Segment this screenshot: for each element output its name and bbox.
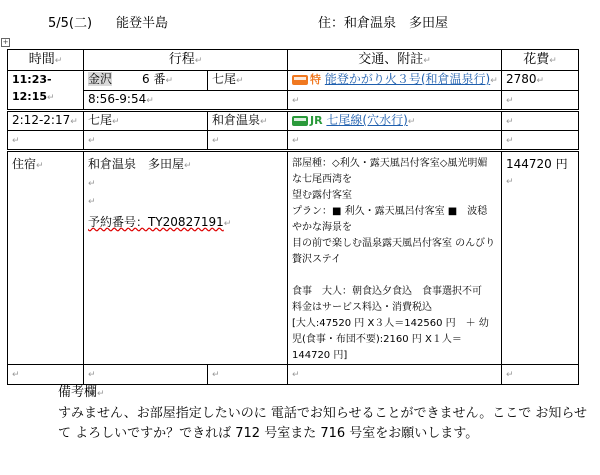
row1-time: 11:23-12:15↵: [8, 71, 84, 111]
row3-to: 和倉温泉↵: [208, 111, 288, 131]
note-line: 望む露付客室: [292, 190, 352, 201]
row4-to: ↵: [208, 131, 288, 151]
row4-cost: ↵: [502, 131, 579, 151]
table-row: [8, 71, 579, 91]
remarks-title: 備考欄: [58, 385, 98, 400]
stay-notes-cell: [288, 151, 502, 365]
row1-to: 七尾↵: [208, 71, 288, 91]
row2-transport: ↵: [288, 91, 502, 111]
transport-link-nanao-line[interactable]: 七尾線(穴水行): [326, 113, 408, 127]
reservation-number: 予約番号：TY20827191: [88, 215, 224, 229]
table-row: [8, 91, 579, 111]
stay-row: [8, 151, 579, 365]
col-header-route: 行程↵: [84, 50, 288, 71]
bus-icon: [292, 116, 308, 126]
empty-cell: ↵: [208, 365, 288, 385]
note-line: 料金はサービス料込・消費税込: [292, 302, 432, 313]
empty-cell: ↵: [84, 365, 208, 385]
table-header-row: [8, 50, 579, 71]
row1-from: 金沢 6 番↵: [84, 71, 208, 91]
remarks-section: 備考欄↵ すみません、お部屋指定したいのに 電話でお知らせることができません。ここで お知らせて よろしいですか？できれば 712 号室また 716 号室をお願いします。: [58, 383, 598, 444]
note-line: [292, 268, 497, 284]
limited-express-badge: 特: [292, 72, 321, 88]
jr-badge: JR: [292, 113, 323, 129]
note-line: [大人:47520 円 X３人＝142560 円 ＋ 幼児(食事・布団不要):2160 円 X１人＝144720 円]: [292, 318, 489, 361]
note-line: 目の前で楽しむ温泉露天風呂付客室 のんびり贅沢ステイ: [292, 238, 496, 265]
empty-cell: ↵: [8, 365, 84, 385]
note-line: 食事 大人：朝食込夕食込 食事選択不可: [292, 286, 482, 297]
empty-cell: ↵: [502, 365, 579, 385]
col-header-time: 時間↵: [8, 50, 84, 71]
row2-time: 8:56-9:54↵: [84, 91, 288, 111]
trip-lodging: 住：和倉温泉 多田屋: [318, 16, 449, 31]
table-row: [8, 365, 579, 385]
trip-area: 能登半島: [116, 16, 169, 31]
row4-from: ↵: [84, 131, 208, 151]
row1-cost: 2780↵: [502, 71, 579, 91]
row3-transport: JR 七尾線(穴水行)↵: [288, 111, 502, 131]
transport-link-noto-kagaribi[interactable]: 能登かがり火３号(和倉温泉行): [324, 72, 491, 86]
row3-time: 2:12-2:17↵: [8, 111, 84, 131]
note-line: プラン：■ 利久・露天風呂付客室 ■ 波穏やかな海景を: [292, 206, 488, 233]
stay-cost: 144720 円↵: [502, 151, 579, 365]
row3-cost: ↵: [502, 111, 579, 131]
empty-cell: ↵: [288, 365, 502, 385]
table-row: [8, 111, 579, 131]
row1-transport: 特 能登かがり火３号(和倉温泉行)↵: [288, 71, 502, 91]
table-row: [8, 131, 579, 151]
stay-label: 住宿↵: [8, 151, 84, 365]
row4-transport: ↵: [288, 131, 502, 151]
itinerary-table: [7, 49, 579, 385]
trip-date: 5/5(二): [48, 16, 93, 31]
table-move-handle[interactable]: +: [2, 38, 9, 46]
stay-hotel-cell: 和倉温泉 多田屋↵ ↵ ↵ 予約番号：TY20827191↵: [84, 151, 288, 365]
col-header-transport: 交通、附註↵: [288, 50, 502, 71]
row2-cost: ↵: [502, 91, 579, 111]
col-header-cost: 花費↵: [502, 50, 579, 71]
row4-time: ↵: [8, 131, 84, 151]
note-line: 部屋種：◇利久・露天風呂付客室◇風光明媚な七尾西湾を: [292, 158, 488, 185]
bus-icon: [292, 75, 308, 85]
row3-from: 七尾↵: [84, 111, 208, 131]
remarks-body: すみません、お部屋指定したいのに 電話でお知らせることができません。ここで お知らせて よろしいですか？できれば 712 号室また 716 号室をお願いします。: [58, 406, 588, 441]
